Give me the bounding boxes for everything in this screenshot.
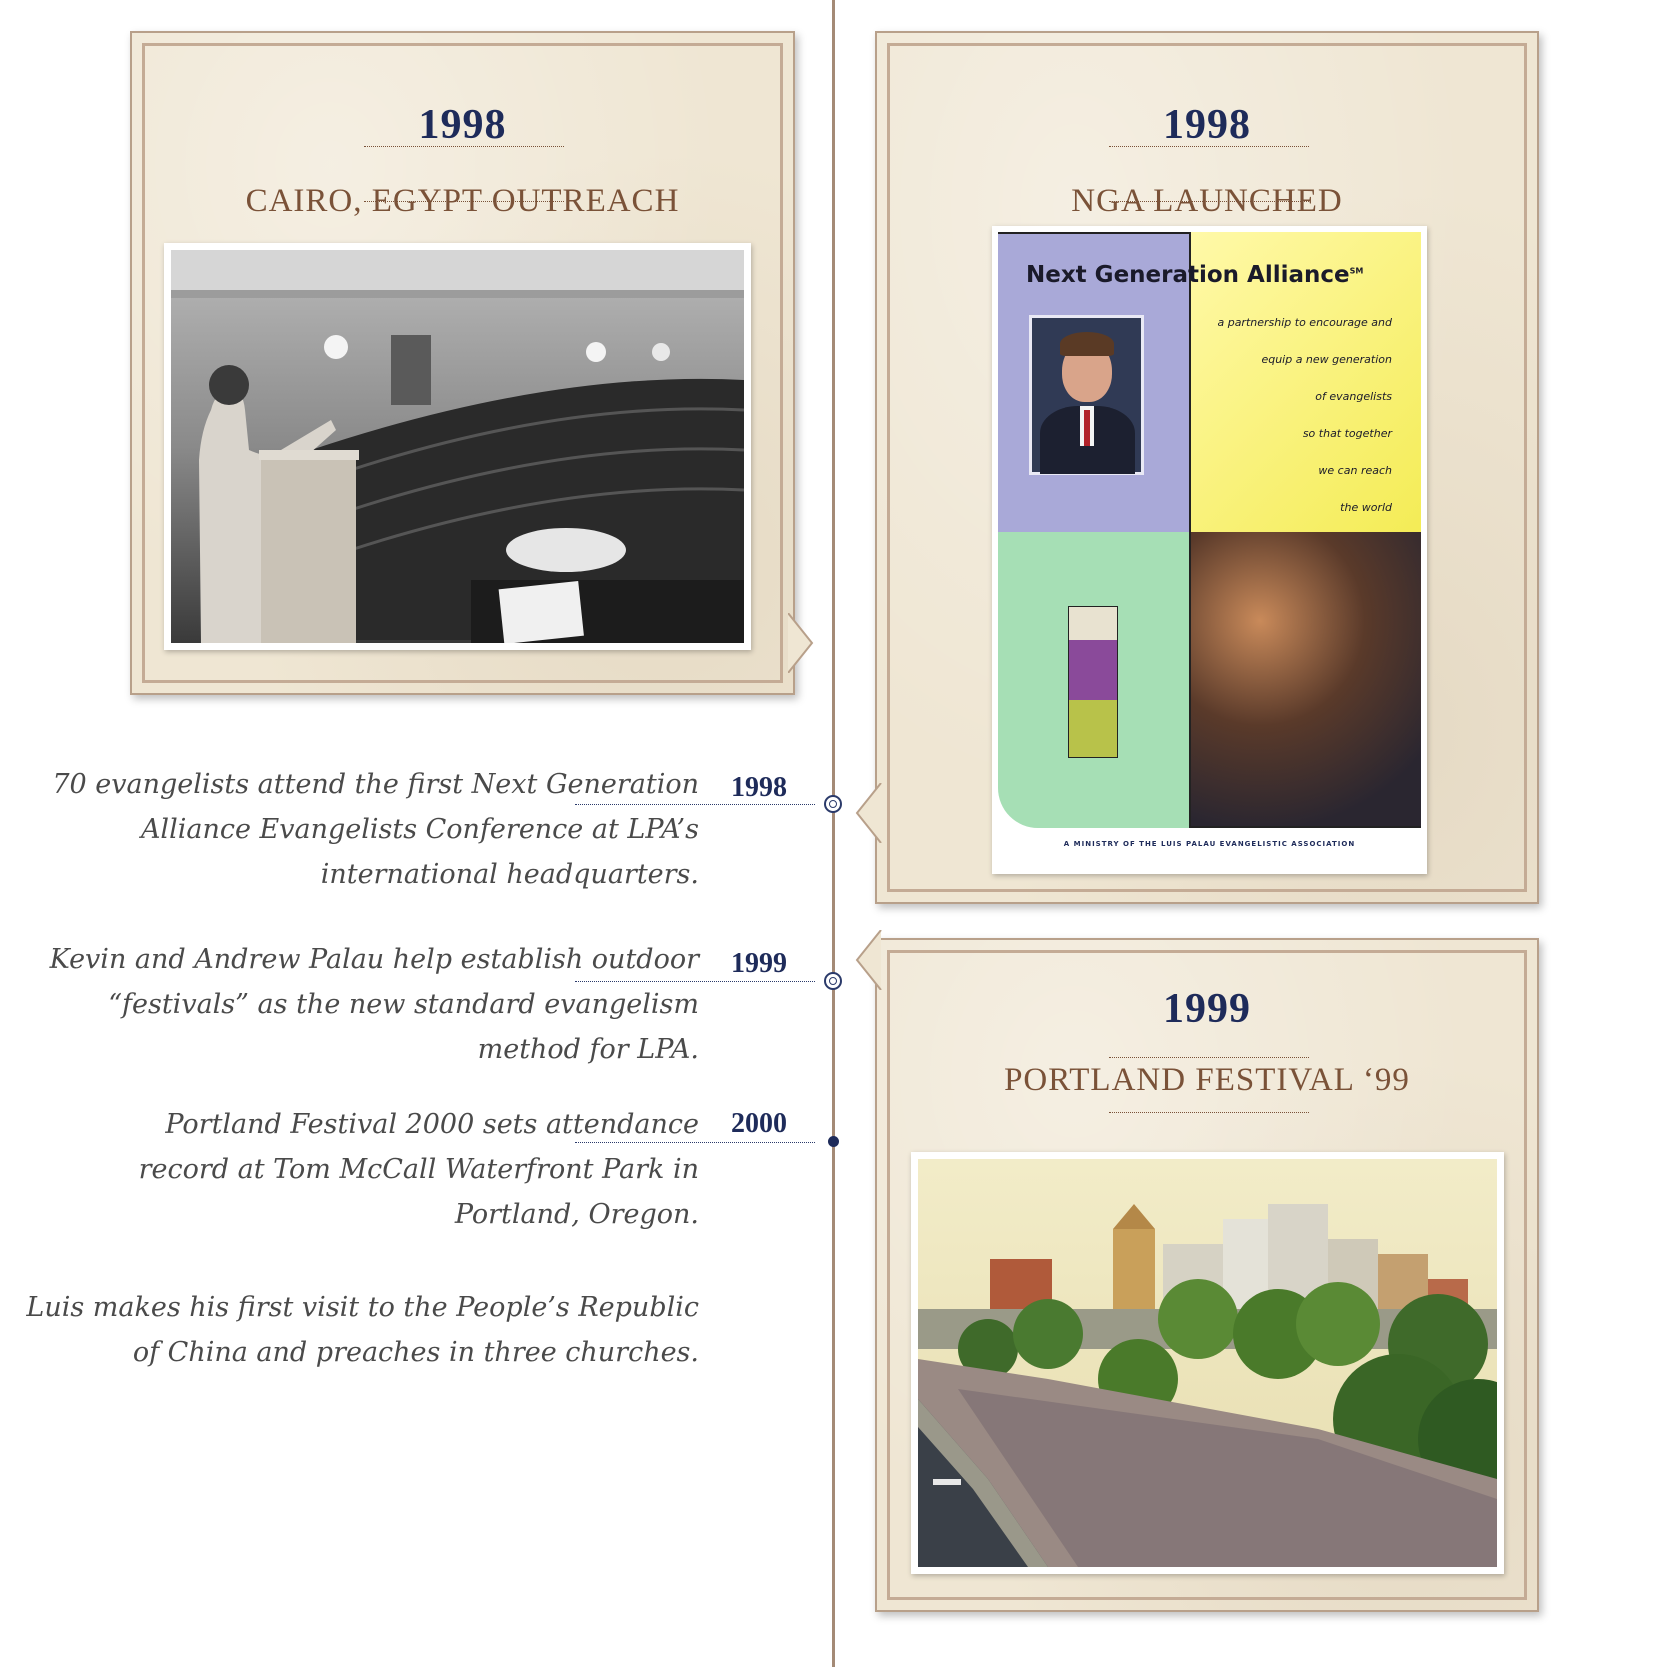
card-year: 1999 xyxy=(1163,986,1251,1032)
card-pointer-left xyxy=(853,930,883,990)
tagline-line: the world xyxy=(1340,501,1392,514)
entry-line: international headquarters. xyxy=(320,859,699,890)
portrait-tie-shape xyxy=(1084,410,1090,446)
title-rule-top xyxy=(1109,146,1309,147)
tagline-line: we can reach xyxy=(1318,464,1392,477)
card-title: CAIRO, EGYPT OUTREACH xyxy=(245,183,680,219)
brochure-panel-crowd xyxy=(1191,532,1421,828)
timeline-marker-solid xyxy=(828,1136,839,1147)
china-visit-note xyxy=(19,1285,699,1375)
brochure-top-rule xyxy=(998,232,1191,234)
timeline-connector xyxy=(575,981,815,982)
entry-line: Kevin and Andrew Palau help establish outdoor xyxy=(49,944,699,975)
card-pointer-right xyxy=(788,613,818,673)
photo-portland-frame xyxy=(911,1152,1504,1574)
timeline-entry-text xyxy=(19,937,699,1072)
brochure-tagline xyxy=(1198,304,1392,526)
brochure-bottom-rule xyxy=(1191,826,1421,828)
timeline-marker-inner xyxy=(829,800,837,808)
card-year: 1998 xyxy=(1163,102,1251,148)
entry-line: record at Tom McCall Waterfront Park in xyxy=(138,1154,699,1185)
card-title: PORTLAND FESTIVAL ‘99 xyxy=(1004,1062,1410,1098)
card-pointer-left xyxy=(853,783,883,843)
portland-photo-illustration xyxy=(918,1159,1497,1567)
brochure-footer: A MINISTRY OF THE LUIS PALAU EVANGELISTIC ASSOCIATION xyxy=(1063,840,1356,848)
title-rule-bottom xyxy=(364,201,564,202)
entry-line: Alliance Evangelists Conference at LPA’s xyxy=(140,814,699,845)
tagline-line: equip a new generation xyxy=(1261,353,1392,366)
photo-cairo-frame xyxy=(164,243,751,650)
card-title: NGA LAUNCHED xyxy=(1071,183,1343,219)
portrait-hair-shape xyxy=(1060,332,1114,356)
timeline-entry-text xyxy=(19,762,699,897)
entry-line: Portland, Oregon. xyxy=(454,1199,699,1230)
title-rule-top xyxy=(1109,1057,1309,1058)
timeline-marker-inner xyxy=(829,977,837,985)
title-rule-bottom xyxy=(1109,201,1309,202)
tagline-line: so that together xyxy=(1302,427,1392,440)
timeline-year: 2000 xyxy=(731,1108,787,1139)
timeline-connector xyxy=(575,1142,815,1143)
card-year: 1998 xyxy=(418,102,507,148)
note-line: Luis makes his first visit to the People’s Republic xyxy=(26,1292,699,1323)
brochure-heading-text: Next Generation Alliance xyxy=(1026,262,1350,288)
timeline-year: 1999 xyxy=(731,948,787,979)
nga-brochure-frame xyxy=(992,226,1427,874)
brochure-bible-image xyxy=(1068,606,1118,758)
timeline-entry-text xyxy=(19,1102,699,1237)
note-line: of China and preaches in three churches. xyxy=(132,1337,699,1368)
entry-line: method for LPA. xyxy=(477,1034,699,1065)
cairo-photo-illustration xyxy=(171,250,744,643)
card-cairo-outreach xyxy=(130,31,795,695)
timeline-marker xyxy=(824,972,842,990)
timeline-connector xyxy=(575,804,815,805)
entry-line: 70 evangelists attend the first Next Generation xyxy=(52,769,699,800)
title-rule-top xyxy=(364,146,564,147)
photo-portland-waterfront xyxy=(918,1159,1497,1567)
entry-line: Portland Festival 2000 sets attendance xyxy=(165,1109,699,1140)
tagline-line: of evangelists xyxy=(1315,390,1392,403)
entry-line: “festivals” as the new standard evangelism xyxy=(108,989,699,1020)
card-nga-launched xyxy=(875,31,1539,904)
timeline-marker xyxy=(824,795,842,813)
photo-cairo-auditorium xyxy=(171,250,744,643)
timeline-spine xyxy=(832,0,835,1667)
brochure-divider xyxy=(1189,232,1191,828)
brochure-heading xyxy=(1026,262,1416,288)
brochure-portrait xyxy=(1029,315,1144,475)
card-portland-festival xyxy=(875,938,1539,1612)
timeline-year: 1998 xyxy=(731,772,787,803)
tagline-line: a partnership to encourage and xyxy=(1217,316,1392,329)
brochure-service-mark: SM xyxy=(1349,266,1364,276)
title-rule-bottom xyxy=(1109,1112,1309,1113)
nga-brochure xyxy=(998,232,1421,868)
